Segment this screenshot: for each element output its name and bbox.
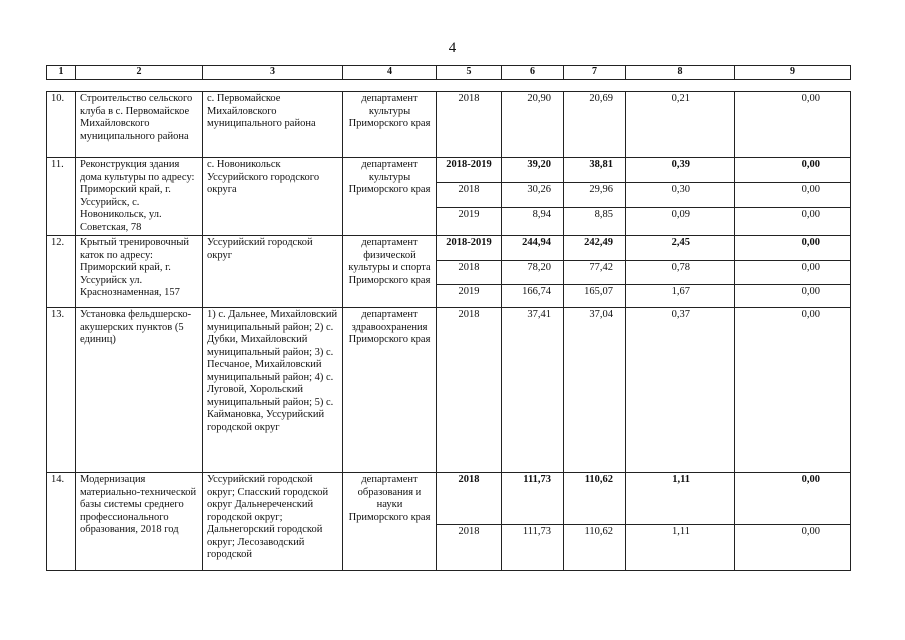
year-cell: 2018 xyxy=(437,92,502,158)
value-cell: 29,96 xyxy=(564,182,626,208)
object-location: с. Первомайское Михайловского муниципального района xyxy=(203,92,343,158)
year-cell: 2018 xyxy=(437,473,502,525)
value-cell: 0,09 xyxy=(626,208,735,236)
value-cell: 0,21 xyxy=(626,92,735,158)
value-cell: 165,07 xyxy=(564,285,626,308)
column-number: 4 xyxy=(343,66,437,80)
value-cell: 39,20 xyxy=(502,158,564,183)
value-cell: 0,00 xyxy=(735,525,851,571)
year-cell: 2018-2019 xyxy=(437,236,502,261)
value-cell: 244,94 xyxy=(502,236,564,261)
row-number: 12. xyxy=(47,236,76,308)
value-cell: 242,49 xyxy=(564,236,626,261)
responsible-department: департамент культуры Приморского края xyxy=(343,92,437,158)
value-cell: 110,62 xyxy=(564,473,626,525)
year-cell: 2018 xyxy=(437,182,502,208)
row-number: 10. xyxy=(47,92,76,158)
value-cell: 78,20 xyxy=(502,261,564,285)
value-cell: 0,39 xyxy=(626,158,735,183)
table-row xyxy=(47,158,851,183)
value-cell: 0,00 xyxy=(735,285,851,308)
value-cell: 0,00 xyxy=(735,261,851,285)
value-cell: 0,00 xyxy=(735,92,851,158)
value-cell: 2,45 xyxy=(626,236,735,261)
object-name: Строительство сельского клуба в с. Первомайское Михайловского муниципального района xyxy=(76,92,203,158)
responsible-department: департамент здравоохранения Приморского края xyxy=(343,308,437,473)
value-cell: 20,69 xyxy=(564,92,626,158)
responsible-department: департамент образования и науки Приморского края xyxy=(343,473,437,571)
year-cell: 2018 xyxy=(437,525,502,571)
object-location: Уссурийский городской округ; Спасский городской округ Дальнереченский городской округ; Дальнегорский городской округ; Лесозаводский городской xyxy=(203,473,343,571)
value-cell: 20,90 xyxy=(502,92,564,158)
year-cell: 2019 xyxy=(437,208,502,236)
column-number: 8 xyxy=(626,66,735,80)
value-cell: 110,62 xyxy=(564,525,626,571)
table-row xyxy=(47,236,851,261)
table-row xyxy=(47,92,851,158)
object-location: с. Новоникольск Уссурийского городского округа xyxy=(203,158,343,236)
object-location: 1) с. Дальнее, Михайловский муниципальный район; 2) с. Дубки, Михайловский муниципальный район; 3) с. Песчаное, Михайловский муниципальный район; 4) с. Луговой, Хорольский муниципальный район; 5) с. Каймановка, Уссурийский городской округ xyxy=(203,308,343,473)
row-number: 13. xyxy=(47,308,76,473)
value-cell: 0,00 xyxy=(735,158,851,183)
row-number: 11. xyxy=(47,158,76,236)
value-cell: 8,94 xyxy=(502,208,564,236)
value-cell: 30,26 xyxy=(502,182,564,208)
objects-table xyxy=(46,91,851,571)
value-cell: 0,00 xyxy=(735,308,851,473)
column-number: 6 xyxy=(502,66,564,80)
object-location: Уссурийский городской округ xyxy=(203,236,343,308)
value-cell: 166,74 xyxy=(502,285,564,308)
value-cell: 0,37 xyxy=(626,308,735,473)
object-name: Реконструкция здания дома культуры по адресу: Приморский край, г. Уссурийск, с. Новоникольск, ул. Советская, 78 xyxy=(76,158,203,236)
value-cell: 0,30 xyxy=(626,182,735,208)
year-cell: 2019 xyxy=(437,285,502,308)
value-cell: 37,41 xyxy=(502,308,564,473)
year-cell: 2018 xyxy=(437,308,502,473)
row-number: 14. xyxy=(47,473,76,571)
value-cell: 1,11 xyxy=(626,525,735,571)
column-number: 9 xyxy=(735,66,851,80)
column-number: 5 xyxy=(437,66,502,80)
table-row xyxy=(47,308,851,473)
value-cell: 0,00 xyxy=(735,236,851,261)
value-cell: 77,42 xyxy=(564,261,626,285)
value-cell: 0,00 xyxy=(735,473,851,525)
year-cell: 2018-2019 xyxy=(437,158,502,183)
value-cell: 111,73 xyxy=(502,473,564,525)
page-number: 4 xyxy=(448,40,457,56)
object-name: Крытый тренировочный каток по адресу: Приморский край, г. Уссурийск ул. Краснознаменная, 157 xyxy=(76,236,203,308)
column-number-row xyxy=(47,66,851,80)
column-number: 1 xyxy=(47,66,76,80)
column-number: 7 xyxy=(564,66,626,80)
column-number: 3 xyxy=(203,66,343,80)
responsible-department: департамент физической культуры и спорта Приморского края xyxy=(343,236,437,308)
value-cell: 0,78 xyxy=(626,261,735,285)
value-cell: 37,04 xyxy=(564,308,626,473)
value-cell: 0,00 xyxy=(735,208,851,236)
object-name: Установка фельдшерско-акушерских пунктов (5 единиц) xyxy=(76,308,203,473)
value-cell: 8,85 xyxy=(564,208,626,236)
value-cell: 0,00 xyxy=(735,182,851,208)
column-number: 2 xyxy=(76,66,203,80)
year-cell: 2018 xyxy=(437,261,502,285)
value-cell: 38,81 xyxy=(564,158,626,183)
value-cell: 1,67 xyxy=(626,285,735,308)
column-header-table xyxy=(46,65,851,80)
table-row xyxy=(47,473,851,525)
responsible-department: департамент культуры Приморского края xyxy=(343,158,437,236)
value-cell: 1,11 xyxy=(626,473,735,525)
object-name: Модернизация материально-технической базы системы среднего профессионального образования, 2018 год xyxy=(76,473,203,571)
value-cell: 111,73 xyxy=(502,525,564,571)
